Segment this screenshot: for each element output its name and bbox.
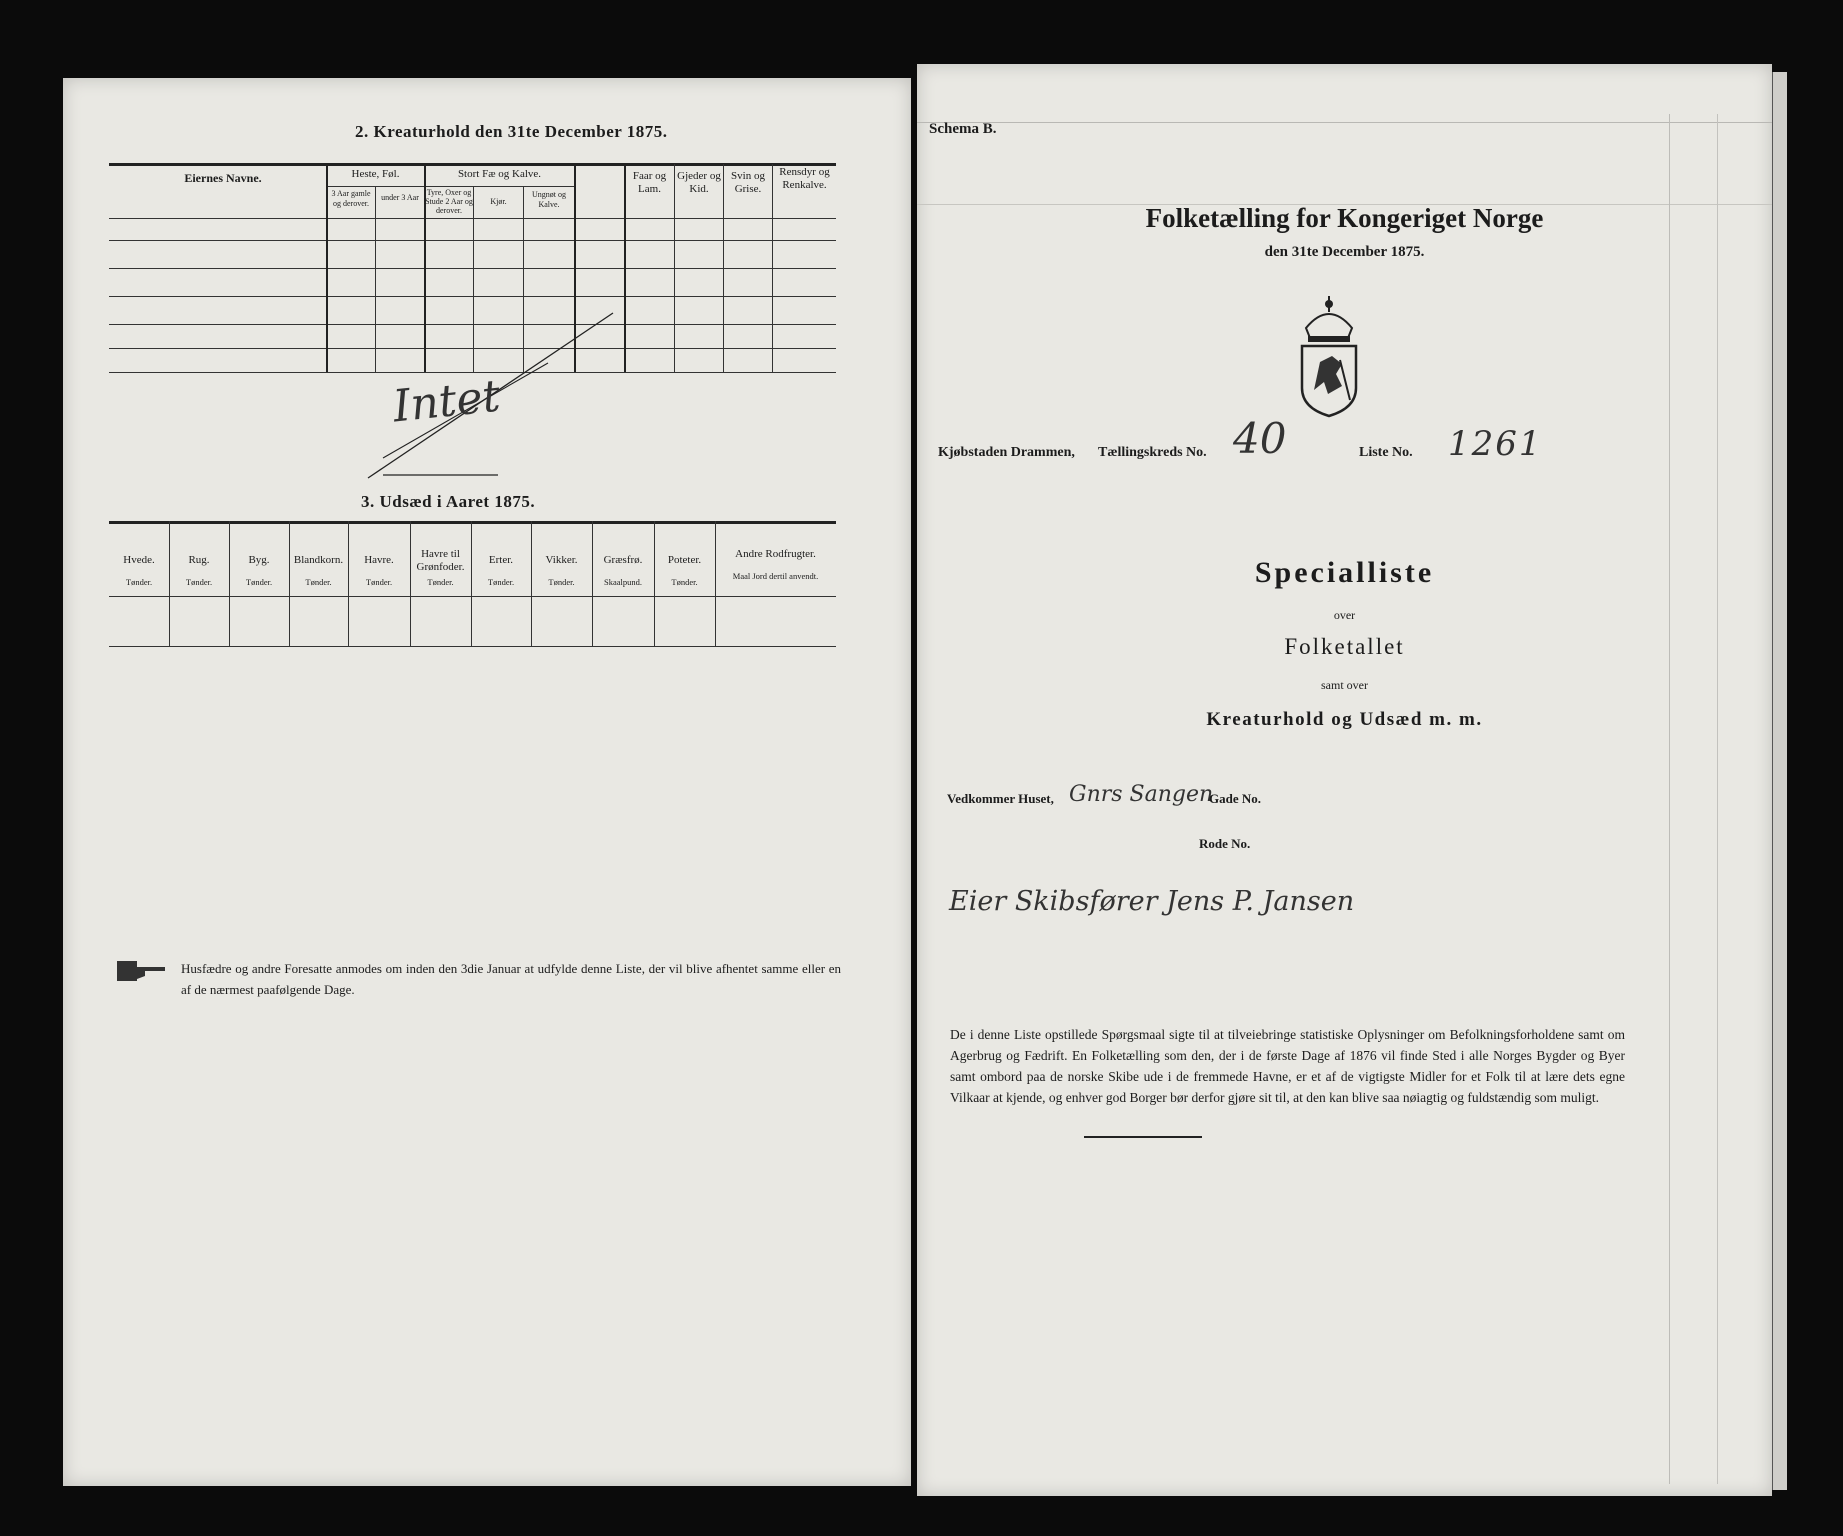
sowing-header-crop: Andre Rodfrugter. [735,548,816,560]
coat-of-arms-emblem [1284,290,1374,420]
town-label: Kjøbstaden Drammen, [938,445,1075,460]
samt-over-label: samt over [1321,678,1368,692]
header-young-calves: Ungnøt og Kalve. [532,190,566,209]
house-label: Vedkommer Huset, [947,791,1054,806]
main-title: Folketælling for Kongeriget Norge [1145,203,1544,233]
sowing-header-crop: Rug. [188,554,210,566]
sowing-header-unit: Maal Jord dertil anvendt. [732,571,819,581]
sowing-top-rule [109,521,836,524]
specialliste-title: Specialliste [1254,556,1435,589]
header-cattle: Stort Fæ og Kalve. [457,168,542,180]
group-subheader-rule [425,186,574,187]
sowing-header-unit: Tønder. [548,577,575,587]
sowing-header-unit: Tønder. [365,577,393,587]
sowing-header-unit: Tønder. [185,577,213,587]
bleed-rule [1717,114,1718,1484]
table-col-line [772,164,773,372]
sowing-header-crop: Erter. [488,554,514,566]
header-horses: Heste, Føl. [351,168,400,180]
sowing-header-rule [109,596,836,597]
list-label: Liste No. [1359,445,1413,460]
sowing-bottom-rule [109,646,836,647]
census-date: den 31te December 1875. [1264,244,1425,260]
rode-label: Rode No. [1199,836,1251,851]
owner-handwritten: Eier Skibsfører Jens P. Jansen [949,886,1355,917]
section3-title: 3. Udsæd i Aaret 1875. [361,492,536,511]
header-horses-under-3y: under 3 Aar [381,193,419,202]
list-number: 1261 [1448,424,1543,464]
closing-rule [1084,1136,1202,1138]
header-owner-names: Eiernes Navne. [184,171,262,185]
district-number: 40 [1233,414,1287,463]
sowing-header-crop: Byg. [248,554,270,566]
left-page [63,78,911,1486]
sowing-header-crop: Vikker. [545,554,578,566]
header-goats: Gjeder og Kid. [677,170,721,195]
right-page [917,64,1772,1496]
header-pigs: Svin og Grise. [731,170,765,195]
sowing-header-crop: Havre til Grønfoder. [416,548,465,573]
sowing-header-crop: Hvede. [123,554,155,566]
sowing-header-crop: Havre. [364,554,394,566]
bleed-rule [917,122,1772,123]
header-reindeer: Rensdyr og Renkalve. [779,166,830,191]
sowing-header-unit: Tønder. [245,577,273,587]
sowing-header-crop: Blandkorn. [293,554,344,566]
header-sheep: Faar og Lam. [632,170,667,195]
sowing-header-unit: Tønder. [125,577,153,587]
sowing-col-line [715,521,716,646]
sowing-header-unit: Tønder. [671,577,698,587]
folketallet-title: Folketallet [1284,634,1405,659]
sowing-header-crop: Græsfrø. [603,554,643,566]
pointing-hand-icon [115,958,169,984]
header-horses-3y: 3 Aar gamle og derover. [331,189,371,208]
over-label: over [1333,608,1356,622]
bleed-rule [1669,114,1670,1484]
sowing-header-unit: Tønder. [427,577,454,587]
section2-title: 2. Kreaturhold den 31te December 1875. [355,122,668,141]
livestock-handwritten: Intet [390,370,503,433]
sowing-header-crop: Poteter. [667,554,702,566]
house-handwritten: Gnrs Sangen [1069,782,1214,807]
notice-text: Husfædre og andre Foresatte anmodes om inden den 3die Januar at udfylde denne Liste, der vil blive afhentet samme eller en af de nærmest paafølgende Dage. [181,961,841,997]
schema-label: Schema B. [929,121,997,137]
kreaturhold-subtitle: Kreaturhold og Udsæd m. m. [1206,709,1483,730]
explanation-paragraph: De i denne Liste opstillede Spørgsmaal sigte til at tilveiebringe statistiske Oplysninger om Befolkningsforholdene samt om Agerbrug og Fædrift. En Folketælling som den, der i de første Dage af 1876 vil finde Sted i alle Norges Bygder og Byer samt ombord paa de norske Skibe ude i de fremmede Havne, er et af de vigtigste Midler for et Folk til at lære dets egne Vilkaar at kjende, og enhver god Borger bør derfor gjøre sit til, at den kan blive saa nøiagtig og fuldstændig som muligt. [950,1027,1625,1105]
page-edge [1772,72,1787,1490]
header-cows: Kjør. [490,197,507,206]
gade-label: Gade No. [1209,791,1261,806]
district-label: Tællingskreds No. [1098,445,1207,460]
sowing-header-unit: Skaalpund. [603,577,642,587]
sowing-header-unit: Tønder. [305,577,332,587]
header-bulls-oxen: Tyre, Oxer og Stude 2 Aar og derover. [425,188,473,215]
sowing-header-unit: Tønder. [487,577,515,587]
table-top-rule [109,163,836,166]
